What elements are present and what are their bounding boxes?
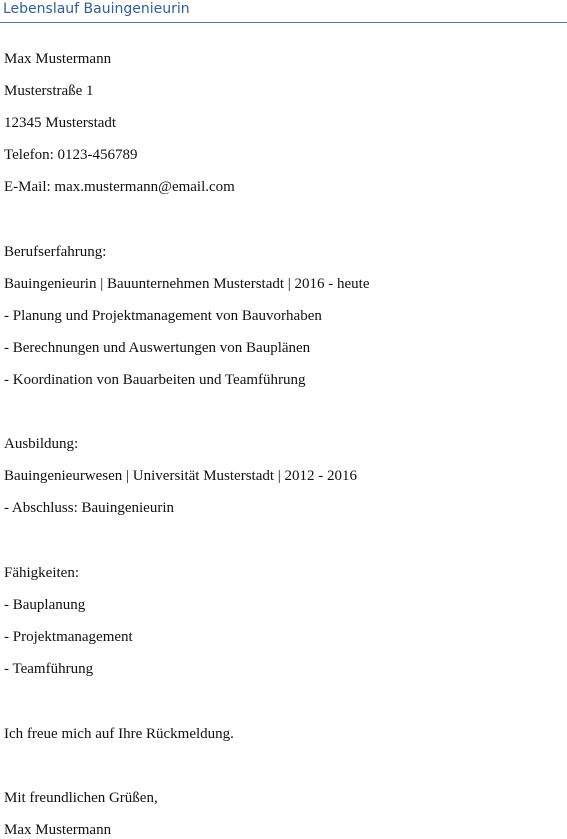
experience-task: - Berechnungen und Auswertungen von Bauplänen (4, 340, 311, 356)
experience-task: - Planung und Projektmanagement von Bauvorhaben (4, 308, 322, 324)
education-program: Bauingenieurwesen | Universität Musterstadt | 2012 - 2016 (4, 468, 358, 484)
page-header (0, 0, 567, 23)
document-title: Lebenslauf Bauingenieurin (3, 1, 190, 17)
skill-item: - Teamführung (4, 661, 94, 677)
contact-name: Max Mustermann (4, 51, 112, 67)
contact-email: E-Mail: max.mustermann@email.com (4, 179, 235, 195)
contact-city: 12345 Musterstadt (4, 115, 117, 131)
closing-greeting: Mit freundlichen Grüßen, (4, 790, 158, 806)
closing-note: Ich freue mich auf Ihre Rückmeldung. (4, 726, 234, 742)
closing-signature: Max Mustermann (4, 822, 112, 838)
skill-item: - Bauplanung (4, 597, 86, 613)
education-heading: Ausbildung: (4, 436, 79, 452)
skill-item: - Projektmanagement (4, 629, 133, 645)
experience-task: - Koordination von Bauarbeiten und Teamführung (4, 372, 306, 388)
experience-position: Bauingenieurin | Bauunternehmen Musterstadt | 2016 - heute (4, 276, 370, 292)
contact-street: Musterstraße 1 (4, 83, 94, 99)
education-degree: - Abschluss: Bauingenieurin (4, 500, 174, 516)
contact-phone: Telefon: 0123-456789 (4, 147, 138, 163)
experience-heading: Berufserfahrung: (4, 244, 107, 260)
skills-heading: Fähigkeiten: (4, 565, 79, 581)
